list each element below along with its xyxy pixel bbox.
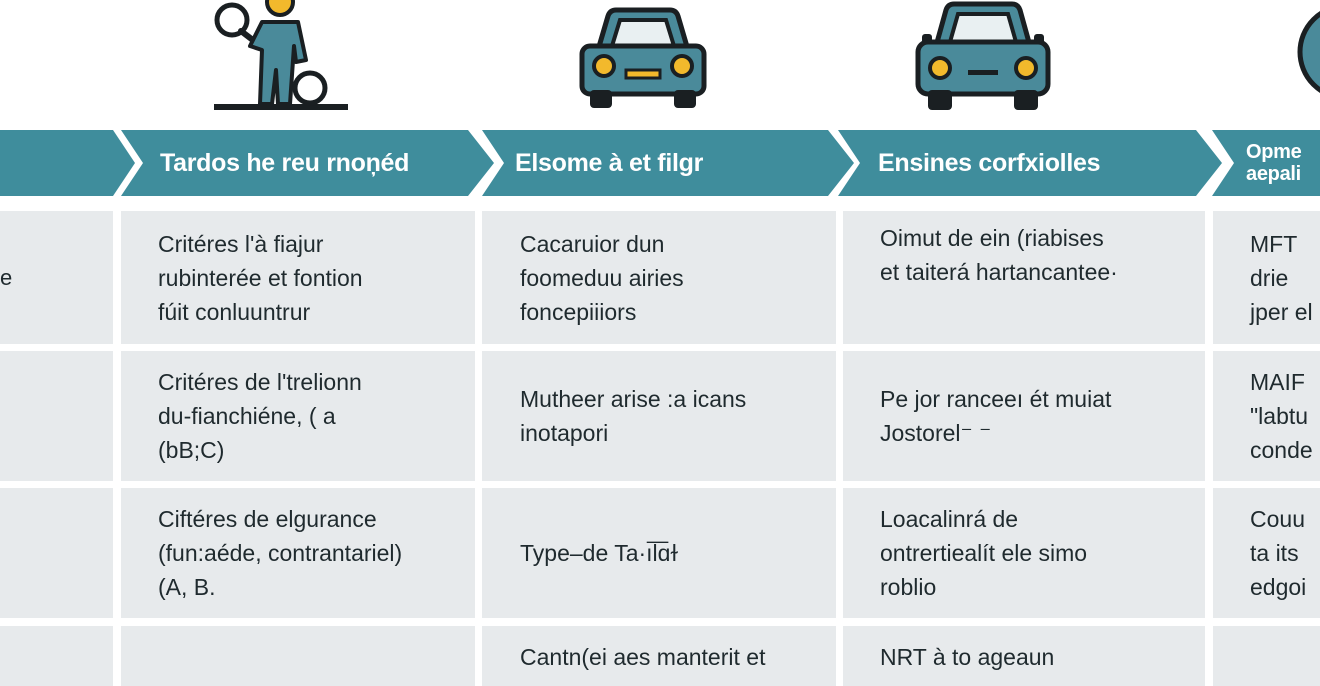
cell-line: foomeduu airies bbox=[520, 264, 684, 291]
cell-line: (A, B. bbox=[158, 574, 216, 600]
cell-line: du-fianchiéne, ( a bbox=[158, 403, 336, 429]
cell-line: (fun:aéde, contrantariel) bbox=[158, 540, 403, 566]
column-header-4 bbox=[1246, 130, 1301, 196]
cell-line: Critéres l'à fiajur bbox=[158, 230, 324, 257]
cell-line: ta its bbox=[1250, 540, 1299, 566]
column-header-4-line-2: aepali bbox=[1246, 163, 1301, 185]
column-header-2: Elsome à et filgr bbox=[515, 148, 704, 177]
row-label: e bbox=[0, 264, 13, 290]
column-header-3: Ensines corfxiolles bbox=[878, 148, 1101, 177]
car-icon bbox=[912, 0, 1054, 112]
cell-line: Cantn(ei aes manterit et bbox=[520, 644, 766, 670]
table-cell bbox=[121, 488, 475, 618]
table-cell bbox=[1213, 626, 1320, 686]
cell-line: NRT à to ageaun bbox=[880, 644, 1055, 670]
cell-line: Pe jor ranceeı ét muiat bbox=[880, 386, 1112, 412]
magnifier-person-icon bbox=[210, 0, 350, 114]
cell-line: MFT bbox=[1250, 230, 1298, 257]
car-icon bbox=[576, 6, 710, 112]
cell-line: Oimut de ein (riabises bbox=[880, 225, 1104, 251]
cell-line: Jostorel⁻ ⁻ bbox=[880, 420, 992, 446]
cell-line: Critéres de l'trelionn bbox=[158, 369, 362, 395]
column-header-1: Tardos he reu rnoņéd bbox=[160, 148, 410, 177]
cell-line: Loacalinrá de bbox=[880, 506, 1019, 532]
circle-icon bbox=[1296, 0, 1320, 104]
table-cell bbox=[843, 211, 1205, 344]
row-label-cell bbox=[0, 211, 113, 344]
table-cell bbox=[482, 211, 836, 344]
cell-line: ontrertiealít ele simo bbox=[880, 540, 1088, 566]
table-cell bbox=[843, 351, 1205, 481]
table-cell bbox=[843, 488, 1205, 618]
table-cell bbox=[1213, 488, 1320, 618]
cell-line: Type–de Ta·ıl͞ɑɫ bbox=[520, 540, 678, 566]
cell-line: Couu bbox=[1250, 506, 1305, 532]
cell-line: Mutheer arise :a icans bbox=[520, 386, 747, 412]
cell-line: roblio bbox=[880, 574, 937, 600]
cell-line: Cacaruior dun bbox=[520, 230, 665, 257]
cell-line: inotapori bbox=[520, 420, 609, 446]
cell-line: et taiterá hartancantee· bbox=[880, 259, 1118, 285]
cell-line: conde bbox=[1250, 437, 1313, 463]
table-cell bbox=[121, 211, 475, 344]
table-cell bbox=[1213, 351, 1320, 481]
row-label-cell bbox=[0, 351, 113, 481]
table-cell bbox=[121, 626, 475, 686]
cell-line: MAIF bbox=[1250, 369, 1305, 395]
cell-line: drie bbox=[1250, 264, 1289, 291]
table-cell bbox=[482, 488, 836, 618]
cell-line: rubinterée et fontion bbox=[158, 264, 363, 291]
cell-line: edgoi bbox=[1250, 574, 1307, 600]
table-cell bbox=[482, 626, 836, 686]
cell-line: "labtu bbox=[1250, 403, 1309, 429]
cell-line: foncepiiiors bbox=[520, 298, 637, 325]
row-label-cell bbox=[0, 488, 113, 618]
cell-line: Ciftéres de elgurance bbox=[158, 506, 377, 532]
cell-line: jper el bbox=[1250, 298, 1313, 325]
table-cell bbox=[843, 626, 1205, 686]
table-cell bbox=[482, 351, 836, 481]
table-cell bbox=[1213, 211, 1320, 344]
cell-line: (bB;C) bbox=[158, 437, 225, 463]
cell-line: fúit conluuntrur bbox=[158, 298, 311, 325]
row-label-cell bbox=[0, 626, 113, 686]
table-cell bbox=[121, 351, 475, 481]
column-header-4-line-1: Opme bbox=[1246, 141, 1302, 163]
